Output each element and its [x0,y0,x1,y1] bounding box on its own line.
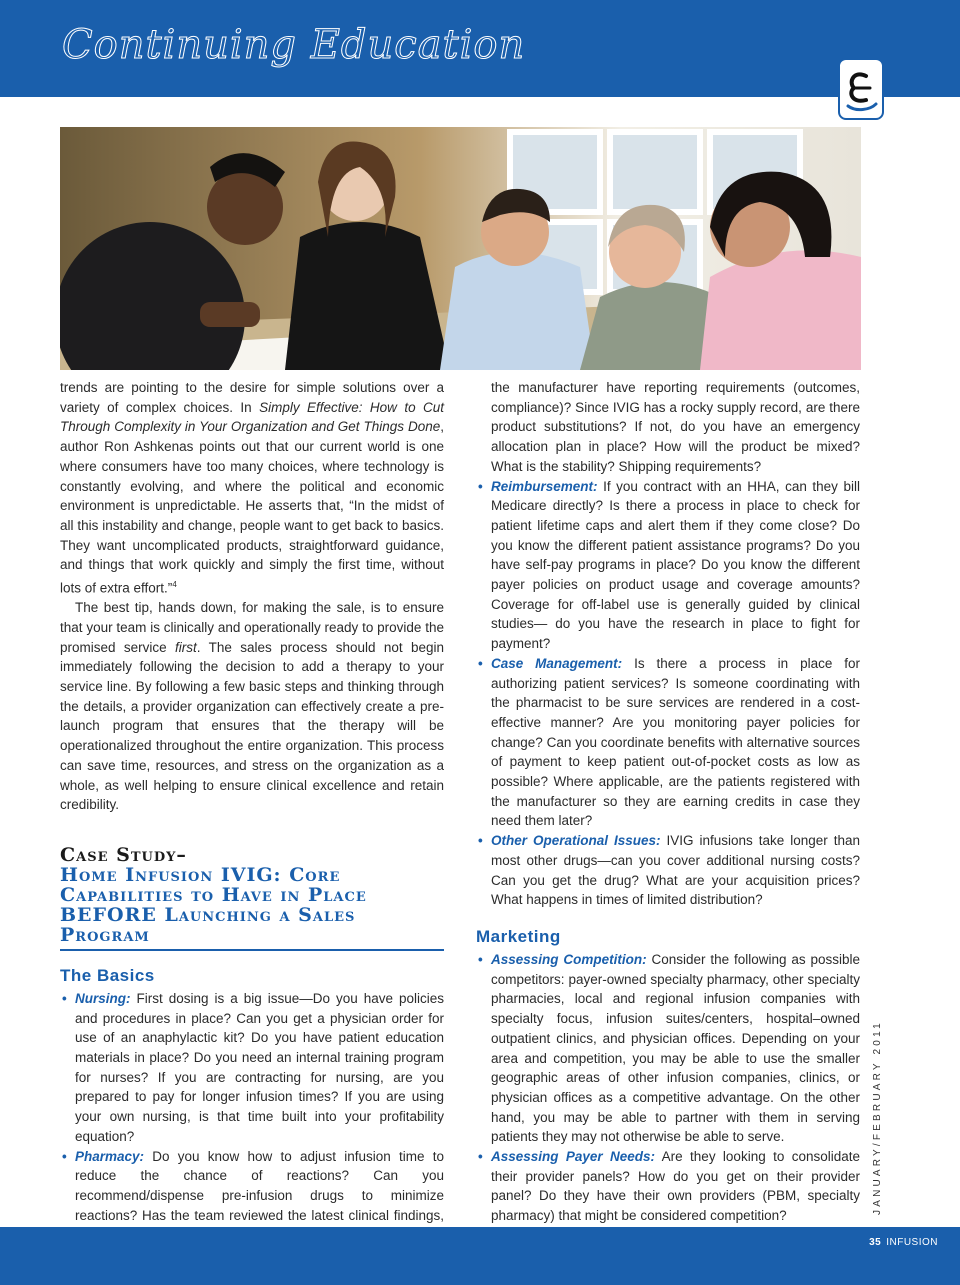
ce-logo-icon [840,60,882,118]
publication-name: INFUSION [886,1237,938,1248]
basics-heading: The Basics [60,965,155,985]
reimbursement-bullet: • Reimbursement: If you contract with an HHA, can they bill Medicare directly? Is there a process in place to check for patient lifetime caps and alert them if they come close? Do you know the different patient assistance programs? Do you have self-pay programs in place? Do you know the different payer policies on product usage and coverage amounts? Coverage for off-label use is generally guided by clinical studies— do you have the research in place to fight for payment? [476,477,860,654]
section-title: Continuing Education [62,22,526,68]
nursing-bullet: • Nursing: First dosing is a big issue—Do you have policies and procedures in place? Can you get a physician order for use of an anaphylactic kit? Do you have patient education materials in place? Do you need an internal training program for nurses? If you are contracting for nursing, are you prepared to pay for longer infusion times? If you are using your own nursing, is that time built into your profitability equation? [60,989,444,1147]
best-tip-paragraph: The best tip, hands down, for making the sale, is to ensure that your team is clinically and operationally ready to provide the promised service first. The sales process should not begin immediately following the decision to add a therapy to your service line. By following a few basic steps and thinking through the details, a provider organization can effectively create a pre-launch program that ensures that the therapy will be operationalized throughout the entire organization. This process can save time, resources, and stress on the organization as a whole, as well helping to ensure clinical excellence and retain credibility. [60,600,444,813]
photo-illustration [60,127,861,370]
payer-needs-bullet: • Assessing Payer Needs: Are they looking to consolidate their provider panels? How do you get on their provider panel? Do they have their own providers (PBM, specialty pharmacy) that might be considered competition? [476,1147,860,1226]
team-photo [60,127,861,370]
page-number: 35 [869,1237,882,1248]
right-column [476,378,860,1226]
header-band [0,0,960,97]
competition-bullet: • Assessing Competition: Consider the following as possible competitors: payer-owned specialty pharmacy, other specialty pharmacies, local and regional infusion companies with specialty focus, infusion suites/centers, hospital–owned outpatient clinics, and physician offices. Depending on your area and competition, you may be able to use the smaller geographic areas of other infusion companies, clinics, or physician offices as a competitive advantage. On the other hand, you may be able to partner with them in serving patients they may not otherwise be able to serve. [476,950,860,1147]
case-study-title: Home Infusion IVIG: Core Capabilities to Have in Place BEFORE Launching a Sales Program [60,863,367,946]
case-management-bullet: • Case Management: Is there a process in place for authorizing patient services? Is someone coordinating with the pharmacist to be sure services are rendered in a cost-effective manner? Are you monitoring payer policies for change? Can you coordinate benefits with alternative sources of payment to keep patient out-of-pocket costs as low as possible? Where applicable, are the patients registered with the manufacturer so they are earning credits in case they need them later? [476,654,860,831]
pharmacy-bullet: • Pharmacy: Do you know how to adjust infusion time to reduce the chance of reactions? Can you recommend/dispense pre-infusion drugs to minimize reactions? Has the team reviewed the latest clinical findings, [60,1147,444,1246]
case-study-heading [60,845,444,951]
footer-folio [869,1237,938,1248]
ce-logo [838,58,884,120]
case-study-label: Case Study– [60,843,187,866]
pharmacy-continued: the manufacturer have reporting requirements (outcomes, compliance)? Since IVIG has a rocky supply record, are there product substitutions? If not, do you have an emergency allocation plan in place? How will the product be mixed? What is the stability? Shipping requirements? [491,380,860,474]
other-issues-bullet: • Other Operational Issues: IVIG infusions take longer than most other drugs—can you cover additional nursing costs? Can you get the drug? What are your acquisition prices? What happens in times of limited distribution? [476,831,860,910]
issue-date: JANUARY/FEBRUARY 2011 [872,1020,883,1215]
marketing-heading: Marketing [476,926,561,946]
intro-paragraph: trends are pointing to the desire for simple solutions over a variety of complex choices. In Simply Effective: How to Cut Through Complexity in Your Organization and Get Things Done, author Ron Ashkenas points out that our current world is one where consumers have too many choices, where technology is constantly evolving, and where the political and economic environment is unpredictable. He asserts that, “In the midst of all this instability and change, people want to get back to basics. They want uncomplicated products, straightforward guidance, and things that work quickly and simply the first time, without lots of extra effort.”$^4$ [60,380,445,596]
footer-band [0,1227,960,1285]
left-column [60,378,444,1245]
